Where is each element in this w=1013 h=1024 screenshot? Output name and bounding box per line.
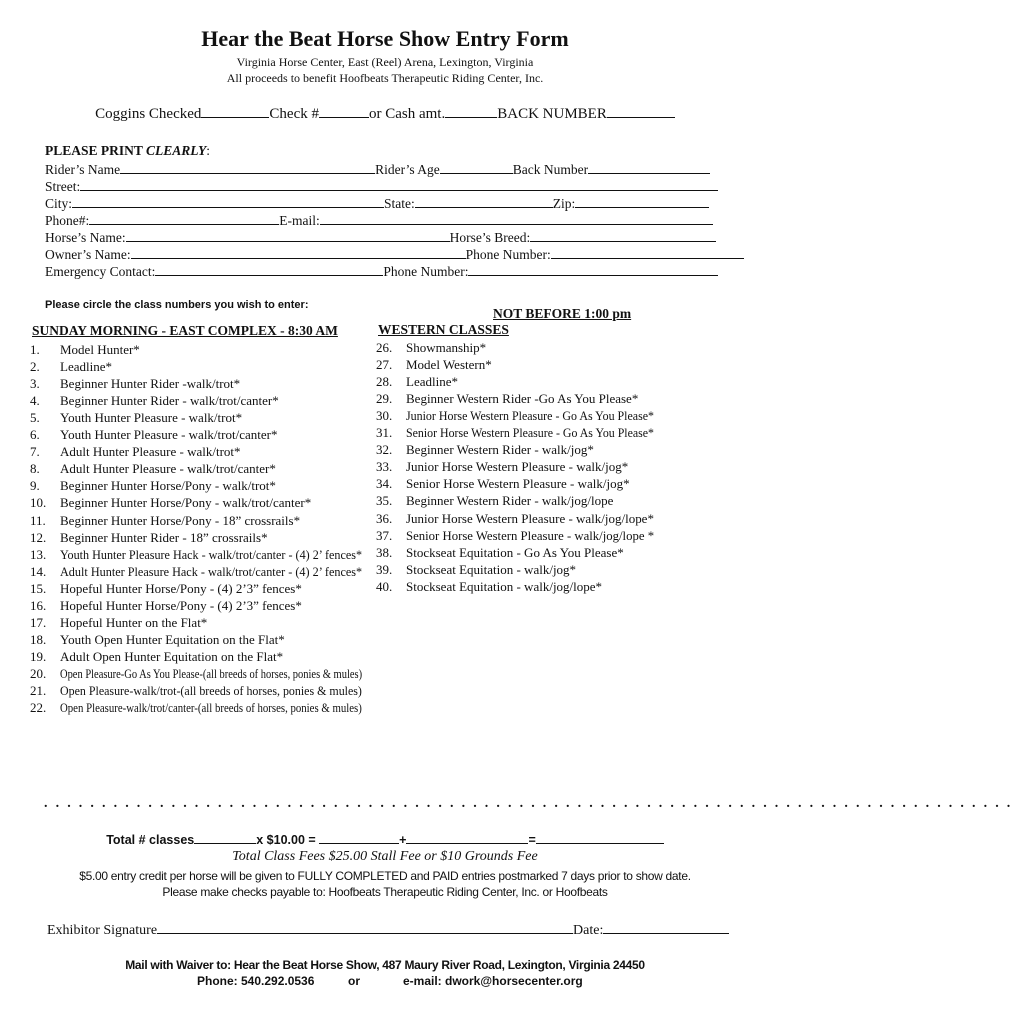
sunday-class-item[interactable] [30,410,242,426]
total-classes-field[interactable] [194,831,256,844]
class-number[interactable]: 14. [30,563,47,579]
mail-line: Mail with Waiver to: Hear the Beat Horse Show, 487 Maury River Road, Lexington, Virginia 24450 [125,958,645,972]
class-number[interactable]: 6. [30,427,40,443]
signature-field[interactable] [157,921,573,934]
western-class-item[interactable] [376,374,458,390]
class-number[interactable]: 4. [30,393,40,409]
sunday-class-item[interactable] [30,427,277,443]
class-name: Beginner Hunter Horse/Pony - 18” crossrails* [60,512,301,528]
class-number[interactable]: 5. [30,410,40,426]
owner-name-label: Owner’s Name: [45,247,131,262]
class-name: Junior Horse Western Pleasure - walk/jog/lope* [406,510,654,526]
western-class-item[interactable] [376,493,613,509]
sunday-class-item[interactable] [30,495,311,511]
signature-row [47,921,729,939]
owner-phone-field[interactable] [551,246,744,259]
class-number[interactable]: 22. [30,700,47,716]
sunday-class-item[interactable] [30,359,112,375]
class-number[interactable]: 8. [30,461,40,477]
owner-name-field[interactable] [131,246,466,259]
emergency-phone-field[interactable] [468,263,718,276]
class-number[interactable]: 37. [376,527,393,543]
credit-note: $5.00 entry credit per horse will be given to FULLY COMPLETED and PAID entries postmarked 7 days prior to show date. [79,869,691,883]
owner-phone-label: Phone Number: [465,247,551,262]
horse-name-label: Horse’s Name: [45,230,126,245]
sunday-class-item[interactable] [30,632,285,648]
class-number[interactable]: 28. [376,374,393,390]
class-name: Youth Open Hunter Equitation on the Flat* [60,631,285,647]
sunday-class-item[interactable] [30,666,435,682]
class-number[interactable]: 32. [376,442,393,458]
print-emphasis: CLEARLY [146,143,207,158]
city-row [45,195,709,212]
class-name: Beginner Hunter Horse/Pony - walk/trot* [60,478,276,494]
sunday-class-item[interactable] [30,700,424,716]
sunday-class-item[interactable] [30,598,302,614]
class-name: Adult Hunter Pleasure Hack - walk/trot/canter - (4) 2’ fences* [60,563,363,579]
class-name: Showmanship* [406,340,487,355]
street-label: Street: [45,179,81,194]
western-class-item[interactable] [376,528,659,544]
class-name: Senior Horse Western Pleasure - walk/jog/lope * [406,527,655,543]
class-name: Adult Hunter Pleasure - walk/trot* [60,444,241,460]
emergency-contact-field[interactable] [155,263,383,276]
street-row [45,178,718,195]
signature-label: Exhibitor Signature [47,923,158,938]
rider-row [45,161,710,178]
emergency-contact-label: Emergency Contact: [45,264,156,279]
class-number[interactable]: 17. [30,614,47,630]
tear-line: . . . . . . . . . . . . . . . . . . . . . . . . . . . . . . . . . . . . . . . . . . . . . . . . . . . . . . . . . . . . . . . . . . . . . . . . . . . . . . . . . . . . [44,796,1013,811]
class-name: Stockseat Equitation - walk/jog* [406,561,577,577]
western-class-item[interactable] [376,357,492,373]
western-class-item[interactable] [376,459,628,475]
phone-label: Phone#: [45,213,90,228]
class-name: Open Pleasure-Go As You Please-(all breeds of horses, ponies & mules) [60,665,363,681]
sunday-class-item[interactable] [30,342,140,358]
class-number[interactable]: 38. [376,544,393,560]
city-label: City: [45,196,73,211]
class-number[interactable]: 39. [376,561,393,577]
western-class-item[interactable] [376,511,654,527]
class-name: Beginner Western Rider -Go As You Please* [406,391,639,407]
horse-breed-label: Horse’s Breed: [449,230,531,245]
sunday-class-item[interactable] [30,513,300,529]
sunday-class-item[interactable] [30,547,384,563]
class-name: Open Pleasure-walk/trot-(all breeds of horses, ponies & mules) [60,683,362,698]
phone-line: Phone: 540.292.0536 [197,974,315,988]
class-number[interactable]: 7. [30,444,40,460]
class-name: Youth Hunter Pleasure Hack - walk/trot/canter - (4) 2’ fences* [60,546,363,562]
state-field[interactable] [415,195,553,208]
contact-row [45,212,713,229]
class-number[interactable]: 35. [376,493,393,509]
back-number-label: Back Number [512,162,589,177]
class-number[interactable]: 36. [376,510,393,526]
horse-name-field[interactable] [126,229,450,242]
grand-total-field[interactable] [536,831,664,844]
class-number[interactable]: 27. [376,357,393,373]
circle-instruction: Please circle the class numbers you wish to enter: [45,299,309,311]
class-name: Open Pleasure-walk/trot/canter-(all breeds of horses, ponies & mules) [60,700,362,716]
class-name: Beginner Hunter Rider - walk/trot/canter* [60,393,279,409]
class-name: Model Western* [406,357,492,373]
email-field[interactable] [320,212,713,225]
class-number[interactable]: 10. [30,495,47,511]
class-number[interactable]: 20. [30,665,47,681]
class-fee-total-field[interactable] [319,831,399,844]
class-number[interactable]: 11. [30,512,46,528]
zip-field[interactable] [575,195,709,208]
print-clearly-heading [45,143,210,159]
benefit-line: All proceeds to benefit Hoofbeats Therapeutic Riding Center, Inc. [226,71,544,85]
office-back-number-field[interactable] [607,105,675,118]
sunday-class-item[interactable] [30,615,207,631]
equals-sign: = [528,833,536,847]
class-name: Junior Horse Western Pleasure - walk/jog* [406,459,629,475]
class-name: Leadline* [406,374,458,390]
western-heading: WESTERN CLASSES [378,322,509,337]
or-text: or [348,974,360,988]
sunday-class-item[interactable] [30,376,240,392]
western-class-item[interactable] [376,425,677,441]
venue-line: Virginia Horse Center, East (Reel) Arena, Lexington, Virginia [236,55,534,69]
class-name: Stockseat Equitation - Go As You Please* [406,544,624,560]
class-name: Youth Hunter Pleasure - walk/trot/canter* [60,427,278,443]
class-name: Leadline* [60,359,112,375]
sunday-class-item[interactable] [30,461,276,477]
class-number[interactable]: 31. [376,425,393,441]
class-number[interactable]: 30. [376,408,393,424]
office-use-line [0,105,770,123]
date-label: Date: [573,923,604,938]
class-number[interactable]: 13. [30,546,47,562]
class-name: Senior Horse Western Pleasure - walk/jog* [406,476,630,492]
sunday-class-item[interactable] [30,564,382,580]
class-name: Junior Horse Western Pleasure - Go As You Please* [406,408,655,424]
class-name: Youth Hunter Pleasure - walk/trot* [60,410,243,426]
class-name: Beginner Hunter Rider - 18” crossrails* [60,529,268,545]
sunday-heading: SUNDAY MORNING - EAST COMPLEX - 8:30 AM [32,323,338,338]
check-number-field[interactable] [319,105,369,118]
sunday-class-item[interactable] [30,649,283,665]
class-number[interactable]: 15. [30,580,47,596]
email-line: e-mail: dwork@horsecenter.org [403,974,583,988]
fee-multiplier: x $10.00 = [256,833,316,847]
class-number[interactable]: 29. [376,391,393,407]
class-name: Beginner Hunter Rider -walk/trot* [60,376,241,392]
western-class-item[interactable] [376,562,576,578]
western-class-item[interactable] [376,545,624,561]
state-label: State: [384,196,415,211]
emergency-row [45,263,718,280]
form-title: Hear the Beat Horse Show Entry Form [201,26,569,51]
coggins-field[interactable] [201,105,269,118]
horse-row [45,229,716,246]
emergency-phone-label: Phone Number: [383,264,469,279]
western-class-item[interactable] [376,391,638,407]
back-number-field[interactable] [588,161,710,174]
class-number[interactable]: 1. [30,342,40,357]
western-class-item[interactable] [376,579,602,595]
class-number[interactable]: 2. [30,359,40,375]
class-number[interactable]: 12. [30,529,47,545]
back-number-label: BACK NUMBER [497,106,607,122]
class-name: Adult Open Hunter Equitation on the Flat* [60,648,284,664]
cash-amount-field[interactable] [445,105,497,118]
print-colon: : [206,143,211,158]
class-number[interactable]: 40. [376,578,393,594]
payable-note: Please make checks payable to: Hoofbeats Therapeutic Riding Center, Inc. or Hoofbeats [162,885,608,899]
class-number[interactable]: 18. [30,631,47,647]
rider-name-field[interactable] [120,161,375,174]
class-name: Stockseat Equitation - walk/jog/lope* [406,578,603,594]
rider-name-label: Rider’s Name [45,162,121,177]
owner-row [45,246,744,263]
western-class-item[interactable] [376,476,630,492]
not-before-note: NOT BEFORE 1:00 pm [493,306,632,321]
total-classes-label: Total # classes [106,833,195,847]
class-number[interactable]: 9. [30,478,40,494]
sunday-class-item[interactable] [30,683,389,699]
stall-fee-field[interactable] [406,831,528,844]
class-name: Adult Hunter Pleasure - walk/trot/canter* [60,461,276,477]
western-class-item[interactable] [376,340,486,356]
total-line [0,831,770,847]
class-name: Beginner Western Rider - walk/jog* [406,442,594,458]
sunday-class-item[interactable] [30,478,276,494]
rider-age-field[interactable] [440,161,513,174]
class-number[interactable]: 21. [30,683,47,698]
horse-breed-field[interactable] [530,229,716,242]
class-number[interactable]: 34. [376,476,393,492]
sunday-class-item[interactable] [30,444,241,460]
sunday-class-item[interactable] [30,393,279,409]
print-label: PLEASE PRINT [45,143,147,158]
date-field[interactable] [603,921,729,934]
class-number[interactable]: 16. [30,597,47,613]
coggins-label: Coggins Checked [95,106,202,122]
class-number[interactable]: 19. [30,648,47,664]
fees-line: Total Class Fees $25.00 Stall Fee or $10 Grounds Fee [232,849,538,864]
sunday-class-item[interactable] [30,581,302,597]
phone-field[interactable] [89,212,279,225]
class-name: Senior Horse Western Pleasure - Go As You Please* [406,425,654,441]
class-name: Hopeful Hunter Horse/Pony - (4) 2’3” fences* [60,597,302,613]
rider-age-label: Rider’s Age [375,162,440,177]
zip-label: Zip: [552,196,576,211]
street-field[interactable] [80,178,718,191]
class-name: Beginner Hunter Horse/Pony - walk/trot/canter* [60,495,312,511]
check-label: Check # [269,106,319,122]
email-label: E-mail: [279,213,320,228]
class-name: Model Hunter* [60,342,140,357]
sunday-class-item[interactable] [30,530,268,546]
plus-sign: + [399,833,407,847]
western-class-item[interactable] [376,442,594,458]
class-name: Beginner Western Rider - walk/jog/lope [406,493,614,509]
city-field[interactable] [72,195,384,208]
class-name: Hopeful Hunter on the Flat* [60,614,208,630]
class-name: Hopeful Hunter Horse/Pony - (4) 2’3” fences* [60,580,302,596]
class-number[interactable]: 3. [30,376,40,392]
class-number[interactable]: 33. [376,459,393,475]
class-number[interactable]: 26. [376,340,393,355]
western-class-item[interactable] [376,408,676,424]
cash-label: or Cash amt. [368,106,446,122]
